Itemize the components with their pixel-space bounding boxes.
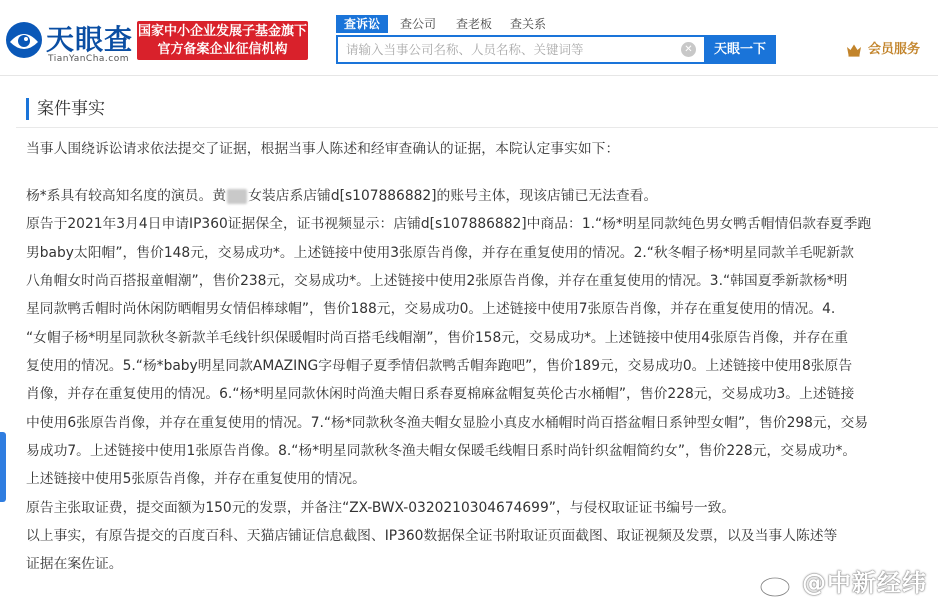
fact-line: 以上事实，有原告提交的百度百科、天猫店铺证信息截图、IP360数据保全证书附取证页面截图、取证视频及发票，以及当事人陈述等 [26,528,838,544]
section-title: 案件事实 [26,98,105,120]
lead-paragraph: 当事人围绕诉讼请求依法提交了证据，根据当事人陈述和经审查确认的证据，本院认定事实如下： [26,141,620,157]
vip-service-label: 会员服务 [868,42,921,57]
fact-line: 证据在案佐证。 [26,556,123,572]
badge-line-1: 国家中小企业发展子基金旗下 [137,24,307,39]
eye-logo-icon [4,20,44,60]
redacted-name [227,189,247,204]
tab-boss[interactable]: 查老板 [456,17,493,31]
badge-line-2: 官方备案企业征信机构 [157,42,288,57]
tab-company[interactable]: 查公司 [400,17,437,31]
fact-line-1 [26,187,657,205]
clear-icon[interactable]: ✕ [681,42,696,57]
fact-line: 星同款鸭舌帽时尚休闲防晒帽男女情侣棒球帽”，售价188元，交易成功0。上述链接中使用7张原告肖像，并存在重复使用的情况。4. [26,301,836,317]
fact-line: 易成功7。上述链接中使用1张原告肖像。8.“杨*明星同款秋冬渔夫帽女保暖毛线帽日系时尚针织盆帽简约女”，售价228元，交易成功*。 [26,443,857,459]
fact-line: 八角帽女时尚百搭报童帽潮”，售价238元，交易成功*。上述链接中使用2张原告肖像，并存在重复使用的情况。3.“韩国夏季新款杨*明 [26,273,848,289]
fact-line: 原告于2021年3月4日申请IP360证据保全，证书视频显示：店铺d[s107886882]中商品：1.“杨*明星同款纯色男女鸭舌帽情侣款春夏季跑 [26,216,872,232]
fact-line: 原告主张取证费，提交面额为150元的发票，并备注“ZX-BWX-0320210304674699”，与侵权取证证书编号一致。 [26,500,736,516]
tab-lawsuit[interactable]: 查诉讼 [336,15,388,33]
fact-line: 上述链接中使用5张原告肖像，并存在重复使用的情况。 [26,471,366,487]
tab-relation[interactable]: 查关系 [510,17,547,31]
tianyancha-logo[interactable] [4,14,132,66]
fact-line-1-b: 女装店系店铺d[s107886882]的账号主体，现该店铺已无法查看。 [248,188,658,204]
official-badge [137,21,308,60]
site-header [0,0,938,76]
fact-line: 中使用6张原告肖像，并存在重复使用的情况。7.“杨*同款秋冬渔夫帽女显脸小真皮水桶帽时尚百搭盆帽日系钟型女帽”，售价298元，交易 [26,415,869,431]
logo-subtitle: TianYanCha.com [48,54,130,64]
crown-icon [846,43,862,57]
weibo-icon [758,568,798,598]
search-input[interactable] [338,37,674,62]
fact-line: “女帽子杨*明星同款秋冬新款羊毛线针织保暖帽时尚百搭毛线帽潮”，售价158元，交易成功*。上述链接中使用4张原告肖像，并存在重 [26,330,849,346]
search-button[interactable]: 天眼一下 [704,35,776,64]
side-feedback-tab[interactable] [0,432,6,502]
search-box [336,35,704,64]
fact-line: 男baby太阳帽”，售价148元，交易成功*。上述链接中使用3张原告肖像，并存在重复使用的情况。2.“秋冬帽子杨*明星同款羊毛呢新款 [26,245,854,261]
watermark-text: @中新经纬 [802,569,927,597]
section-divider [16,127,938,128]
fact-line: 复使用的情况。5.“杨*baby明星同款AMAZING字母帽子夏季情侣款鸭舌帽奔跑吧”，售价189元，交易成功0。上述链接中使用8张原告 [26,358,853,374]
fact-line: 肖像，并存在重复使用的情况。6.“杨*明星同款休闲时尚渔夫帽日系春夏棉麻盆帽复英伦古水桶帽”，售价228元，交易成功3。上述链接 [26,386,855,402]
logo-name: 天眼查 [46,23,134,56]
fact-line-1-a: 杨*系具有较高知名度的演员。黄 [26,188,227,204]
